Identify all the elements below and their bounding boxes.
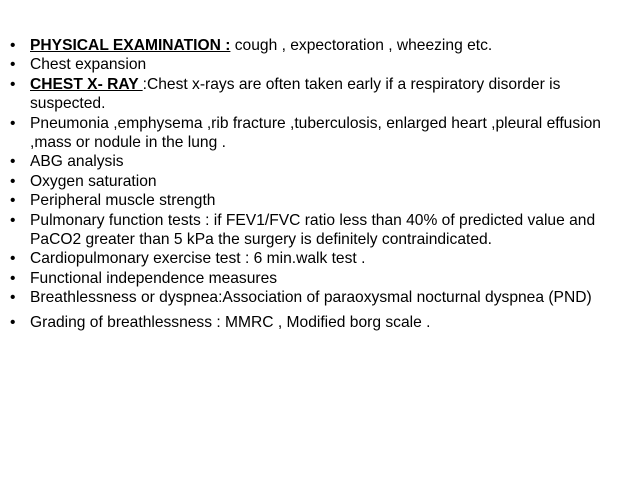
item-text: Pulmonary function tests : if FEV1/FVC ratio less than 40% of predicted value and PaCO2 greater than 5 kPa the surgery is definitely contraindicated. (30, 211, 596, 249)
item-text: cough , expectoration , wheezing etc. (230, 37, 493, 54)
item-key: PHYSICAL EXAMINATION : (30, 37, 231, 54)
bullet-dot-icon: • (10, 56, 16, 74)
bullet-cardiopulmonary (8, 249, 628, 268)
item-text: Grading of breathlessness : MMRC , Modified borg scale . (30, 313, 431, 331)
bullet-dot-icon: • (10, 37, 16, 54)
bullet-dot-icon: • (10, 211, 16, 229)
item-key: CHEST X- RAY (30, 75, 143, 93)
bullet-pulmonary-function (8, 211, 628, 250)
item-text: Peripheral muscle strength (30, 192, 216, 210)
bullet-physical-examination (8, 36, 628, 55)
item-text: :Chest x-rays are often taken early if a respiratory disorder is suspected. (30, 75, 561, 113)
item-text: Oxygen saturation (30, 172, 157, 190)
bullet-chest-xray (8, 75, 628, 114)
bullet-breathlessness (8, 288, 628, 307)
bullet-dot-icon: • (10, 269, 16, 287)
bullet-dot-icon: • (10, 114, 16, 132)
bullet-dot-icon: • (10, 153, 16, 171)
bullet-dot-icon: • (10, 289, 16, 307)
item-text: Functional independence measures (30, 269, 278, 287)
bullet-grading (8, 313, 628, 332)
bullet-list (8, 36, 628, 332)
bullet-chest-expansion (8, 55, 628, 74)
bullet-dot-icon: • (10, 75, 16, 93)
bullet-dot-icon: • (10, 172, 16, 190)
bullet-abg-analysis (8, 152, 628, 171)
item-text: ABG analysis (30, 153, 124, 171)
item-text: Breathlessness or dyspnea:Association of paraoxysmal nocturnal dyspnea (PND) (30, 289, 592, 307)
bullet-functional-independence (8, 269, 628, 288)
item-text: Pneumonia ,emphysema ,rib fracture ,tuberculosis, enlarged heart ,pleural effusion ,mass or nodule in the lung . (30, 114, 601, 152)
bullet-dot-icon: • (10, 250, 16, 268)
bullet-peripheral-muscle (8, 191, 628, 210)
item-text: Chest expansion (30, 56, 147, 74)
item-text: Cardiopulmonary exercise test : 6 min.walk test . (30, 250, 366, 268)
bullet-dot-icon: • (10, 313, 16, 331)
bullet-oxygen-saturation (8, 172, 628, 191)
bullet-dot-icon: • (10, 192, 16, 210)
bullet-pneumonia (8, 114, 628, 153)
